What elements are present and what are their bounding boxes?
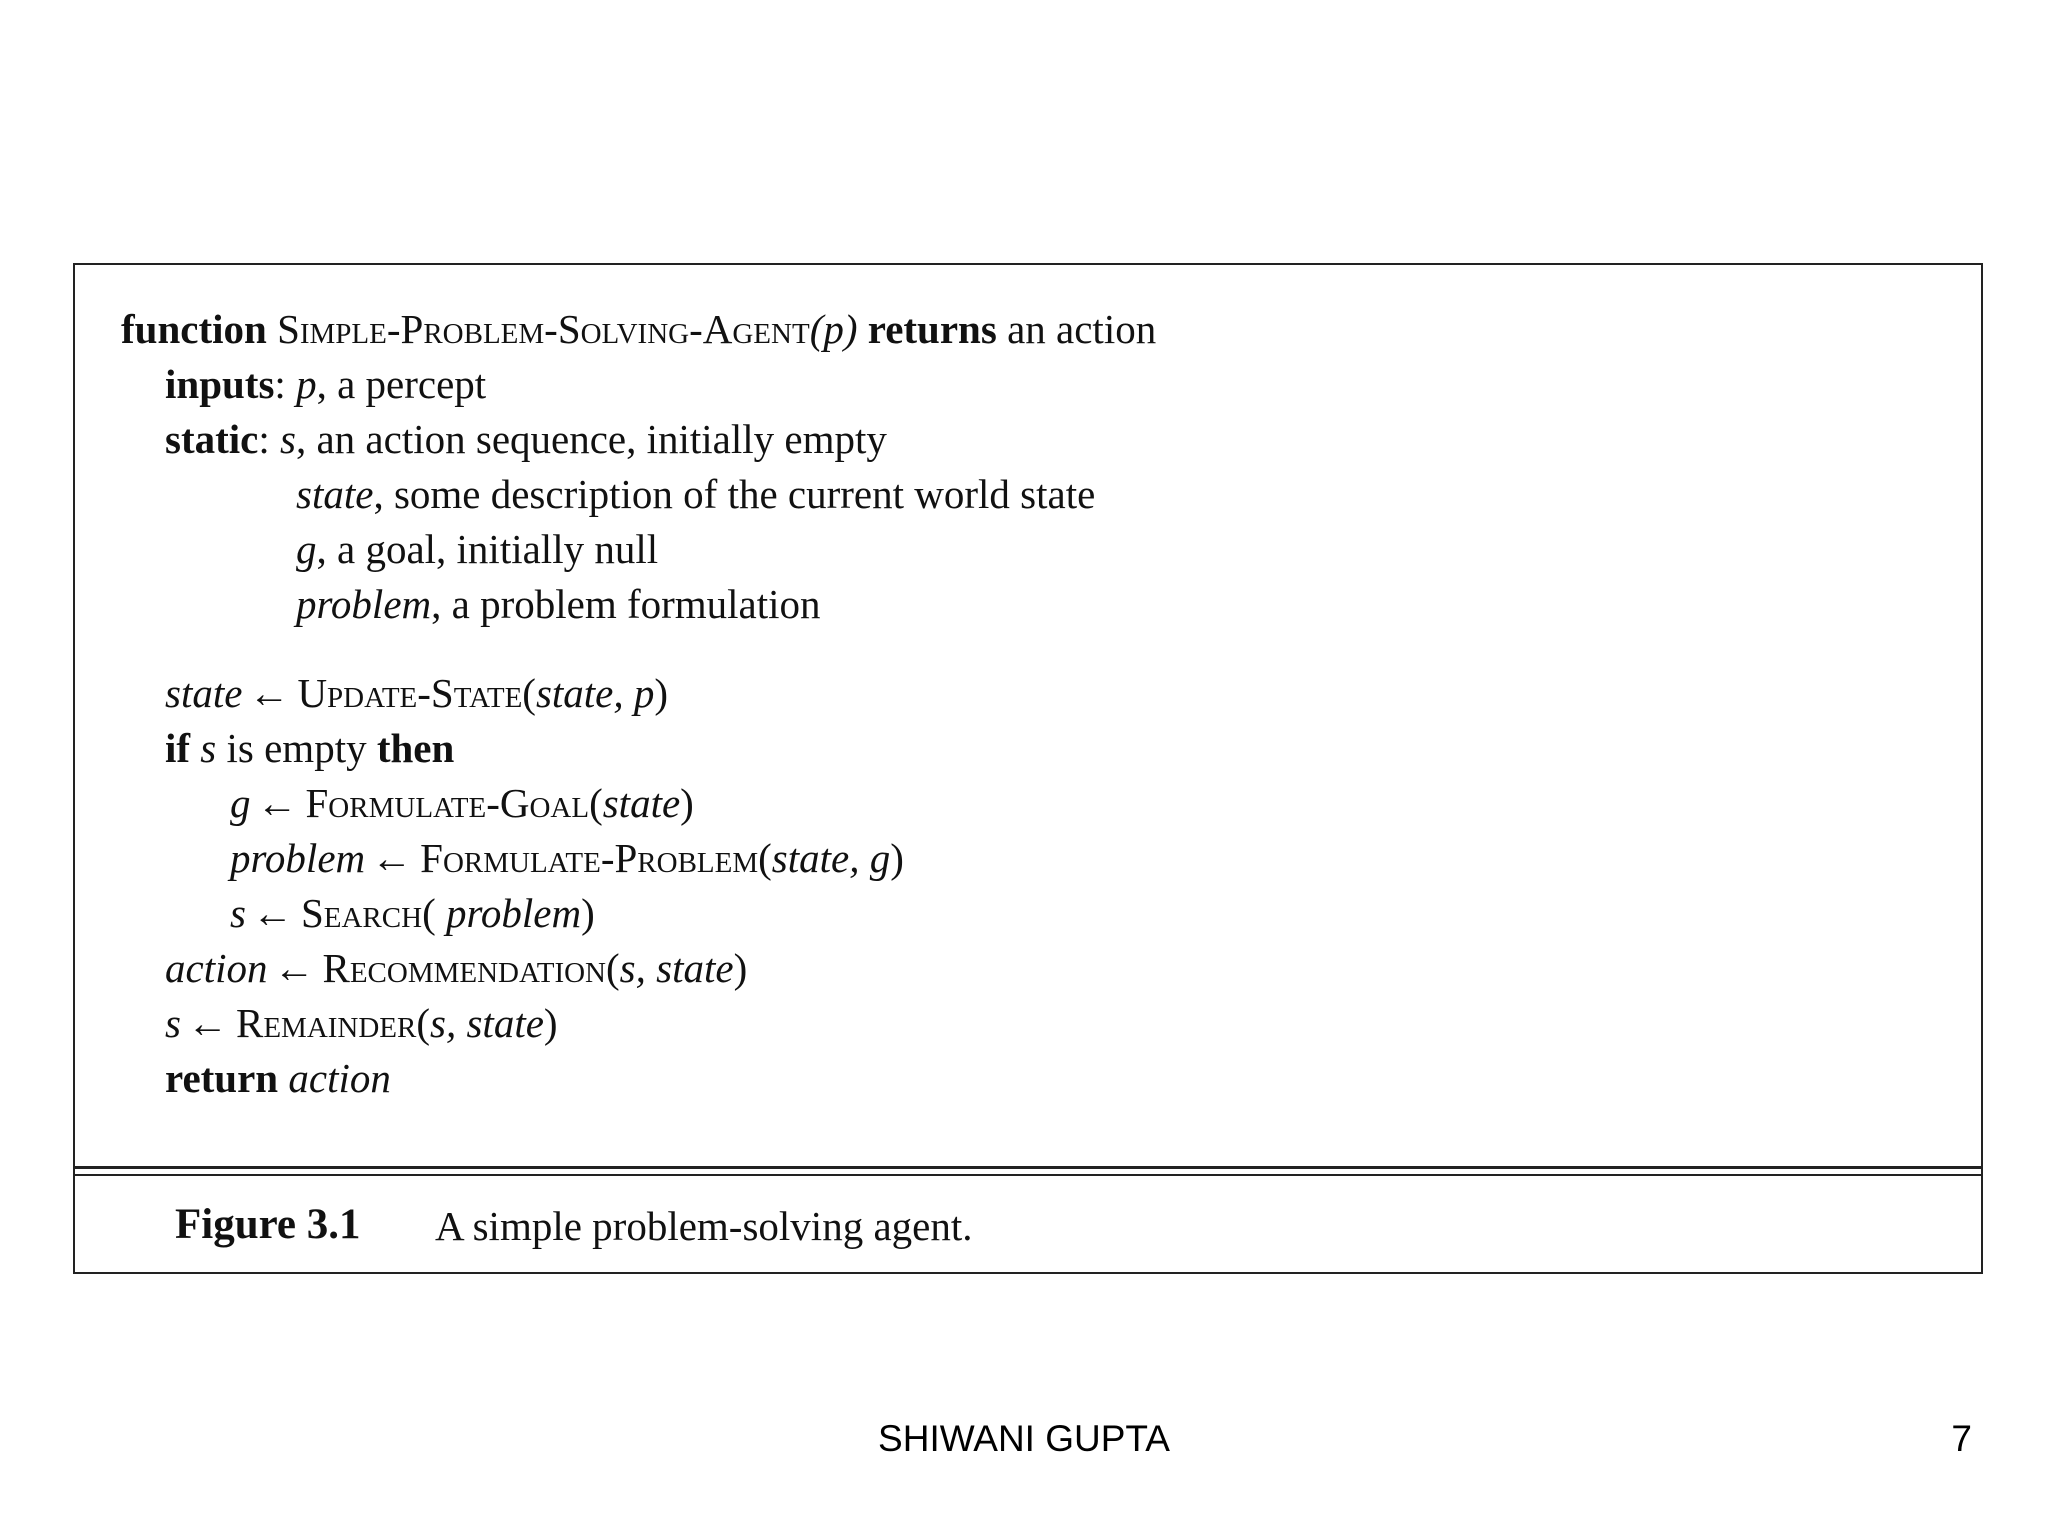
- static-var: state: [296, 471, 374, 517]
- paren-open: (: [606, 945, 620, 991]
- keyword-if: if: [165, 725, 191, 771]
- return-line: [165, 1054, 391, 1102]
- assign-arrow: ←: [186, 1000, 228, 1046]
- assign-search-line: [230, 889, 595, 937]
- function-header: [121, 305, 1156, 353]
- static-var: s: [280, 416, 296, 462]
- static-desc: , an action sequence, initially empty: [295, 416, 887, 462]
- caption-divider-thin: [73, 1174, 1983, 1176]
- assign-arrow: ←: [371, 835, 413, 881]
- static-line: [296, 470, 1095, 518]
- figure-caption-label: Figure 3.1: [175, 1201, 361, 1248]
- static-line: [165, 415, 887, 463]
- paren-open: (: [416, 1000, 431, 1046]
- call-args: state: [602, 780, 681, 826]
- assign-arrow: ←: [248, 670, 290, 716]
- paren-close: ): [581, 890, 595, 936]
- paren-close: ): [680, 780, 694, 826]
- paren-open: (: [758, 835, 772, 881]
- assign-goal-line: [230, 779, 694, 827]
- function-param: (p): [809, 306, 858, 352]
- keyword-then: then: [376, 725, 455, 771]
- static-line: [296, 525, 658, 573]
- inputs-colon: :: [274, 361, 286, 407]
- assign-arrow: ←: [256, 780, 298, 826]
- assign-lhs: g: [230, 780, 251, 826]
- keyword-function: function: [121, 306, 267, 352]
- assign-arrow: ←: [251, 890, 293, 936]
- assign-lhs: action: [165, 945, 268, 991]
- caption-divider-thick: [73, 1166, 1983, 1169]
- function-call: Formulate-Goal: [305, 780, 590, 826]
- keyword-returns: returns: [867, 306, 997, 352]
- figure-caption-text: A simple problem-solving agent.: [435, 1203, 973, 1249]
- return-var: action: [288, 1055, 391, 1101]
- paren-open: (: [589, 780, 603, 826]
- static-line: [296, 580, 821, 628]
- assign-lhs: state: [165, 670, 243, 716]
- inputs-label: inputs: [165, 361, 275, 407]
- paren-close: ): [654, 670, 669, 716]
- assign-lhs: s: [165, 1000, 181, 1046]
- static-var: g: [296, 526, 317, 572]
- call-args: state, g: [771, 835, 891, 881]
- paren-open: (: [522, 670, 536, 716]
- inputs-line: [165, 360, 486, 408]
- paren-close: ): [733, 945, 748, 991]
- call-args: state, p: [535, 670, 655, 716]
- call-args: s, state: [619, 945, 734, 991]
- keyword-return: return: [165, 1055, 279, 1101]
- assign-arrow: ←: [273, 945, 315, 991]
- if-line: [165, 724, 454, 772]
- call-args: s, state: [430, 1000, 544, 1046]
- function-call: Remainder: [235, 1000, 417, 1046]
- call-args: problem: [445, 890, 582, 936]
- assign-lhs: problem: [230, 835, 366, 881]
- returns-description: an action: [1007, 306, 1157, 352]
- assign-problem-line: [230, 834, 904, 882]
- if-var: s: [200, 725, 217, 771]
- function-call: Recommendation: [322, 945, 606, 991]
- if-condition: is empty: [216, 725, 377, 771]
- inputs-var: p: [296, 361, 317, 407]
- static-desc: , a problem formulation: [431, 581, 821, 627]
- static-label: static: [165, 416, 259, 462]
- static-desc: , some description of the current world state: [373, 471, 1096, 517]
- function-call: Search: [300, 890, 423, 936]
- static-colon: :: [258, 416, 270, 462]
- function-call: Update-State: [297, 670, 523, 716]
- slide-page-number: 7: [1951, 1418, 1972, 1459]
- function-call: Formulate-Problem: [420, 835, 759, 881]
- assign-remainder-line: [165, 999, 558, 1047]
- paren-close: ): [543, 1000, 558, 1046]
- assign-lhs: s: [230, 890, 246, 936]
- inputs-desc: , a percept: [316, 361, 487, 407]
- assign-action-line: [165, 944, 747, 992]
- slide-footer-author: SHIWANI GUPTA: [878, 1418, 1170, 1459]
- paren-open: (: [422, 890, 446, 936]
- static-var: problem: [296, 581, 432, 627]
- assign-state-line: [165, 669, 668, 717]
- static-desc: , a goal, initially null: [316, 526, 659, 572]
- function-name: Simple-Problem-Solving-Agent: [277, 306, 810, 352]
- paren-close: ): [890, 835, 904, 881]
